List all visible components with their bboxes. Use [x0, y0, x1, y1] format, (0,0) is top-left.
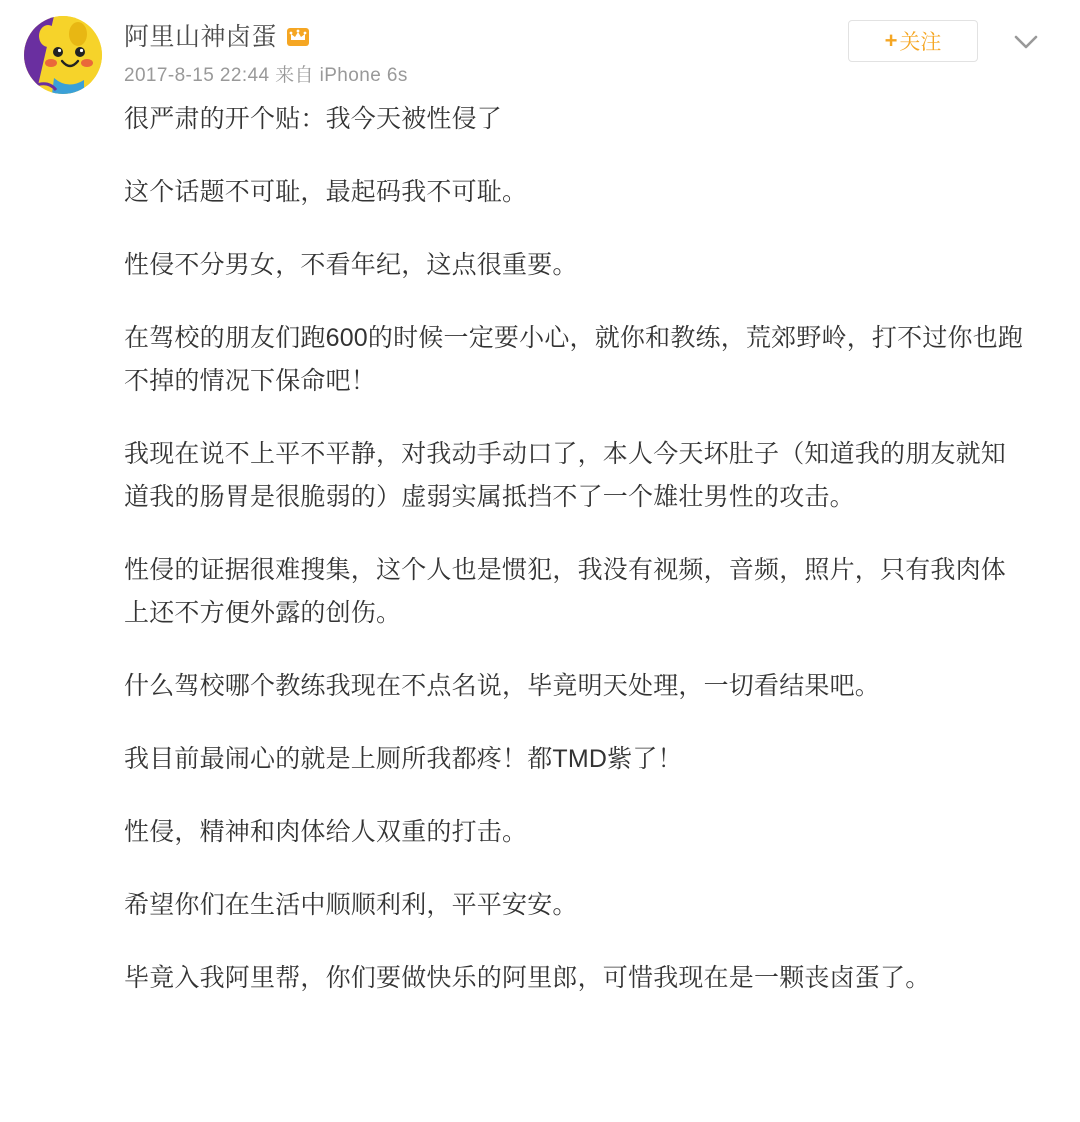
post-paragraph: 毕竟入我阿里帮，你们要做快乐的阿里郎，可惜我现在是一颗丧卤蛋了。 [124, 964, 931, 992]
post-paragraph: 性侵的证据很难搜集，这个人也是惯犯，我没有视频，音频，照片，只有我肉体上还不方便外露的创伤。 [124, 556, 1007, 627]
post-header [24, 14, 1056, 94]
post-paragraph: 我目前最闹心的就是上厕所我都疼！都TMD紫了！ [124, 745, 683, 773]
post-paragraph: 在驾校的朋友们跑600的时候一定要小心，就你和教练，荒郊野岭，打不过你也跑不掉的情况下保命吧！ [124, 324, 1024, 395]
post-paragraph: 我现在说不上平不平静，对我动手动口了，本人今天坏肚子（知道我的朋友就知道我的肠胃是很脆弱的）虚弱实属抵挡不了一个雄壮男性的攻击。 [124, 440, 1007, 511]
avatar-container[interactable] [24, 14, 106, 94]
post-paragraph: 很严肃的开个贴：我今天被性侵了 [124, 105, 503, 133]
chevron-down-icon[interactable] [1006, 22, 1046, 62]
post-paragraph: 希望你们在生活中顺顺利利，平平安安。 [124, 891, 578, 919]
post-meta: 2017-8-15 22:44 来自 iPhone 6s [124, 65, 408, 86]
post-paragraph: 这个话题不可耻，最起码我不可耻。 [124, 178, 528, 206]
avatar[interactable] [24, 16, 102, 94]
cartoon-avatar-icon [24, 16, 102, 94]
post-paragraph: 性侵，精神和肉体给人双重的打击。 [124, 818, 528, 846]
vip-crown-icon[interactable] [285, 24, 311, 50]
follow-button-label: 关注 [899, 31, 942, 54]
post-paragraph: 什么驾校哪个教练我现在不点名说，毕竟明天处理，一切看结果吧。 [124, 672, 881, 700]
author-name[interactable]: 阿里山神卤蛋 [124, 23, 278, 51]
follow-button[interactable] [848, 20, 978, 62]
plus-icon: + [884, 28, 898, 53]
post-paragraph: 性侵不分男女，不看年纪，这点很重要。 [124, 251, 578, 279]
post-content [24, 98, 1056, 1000]
